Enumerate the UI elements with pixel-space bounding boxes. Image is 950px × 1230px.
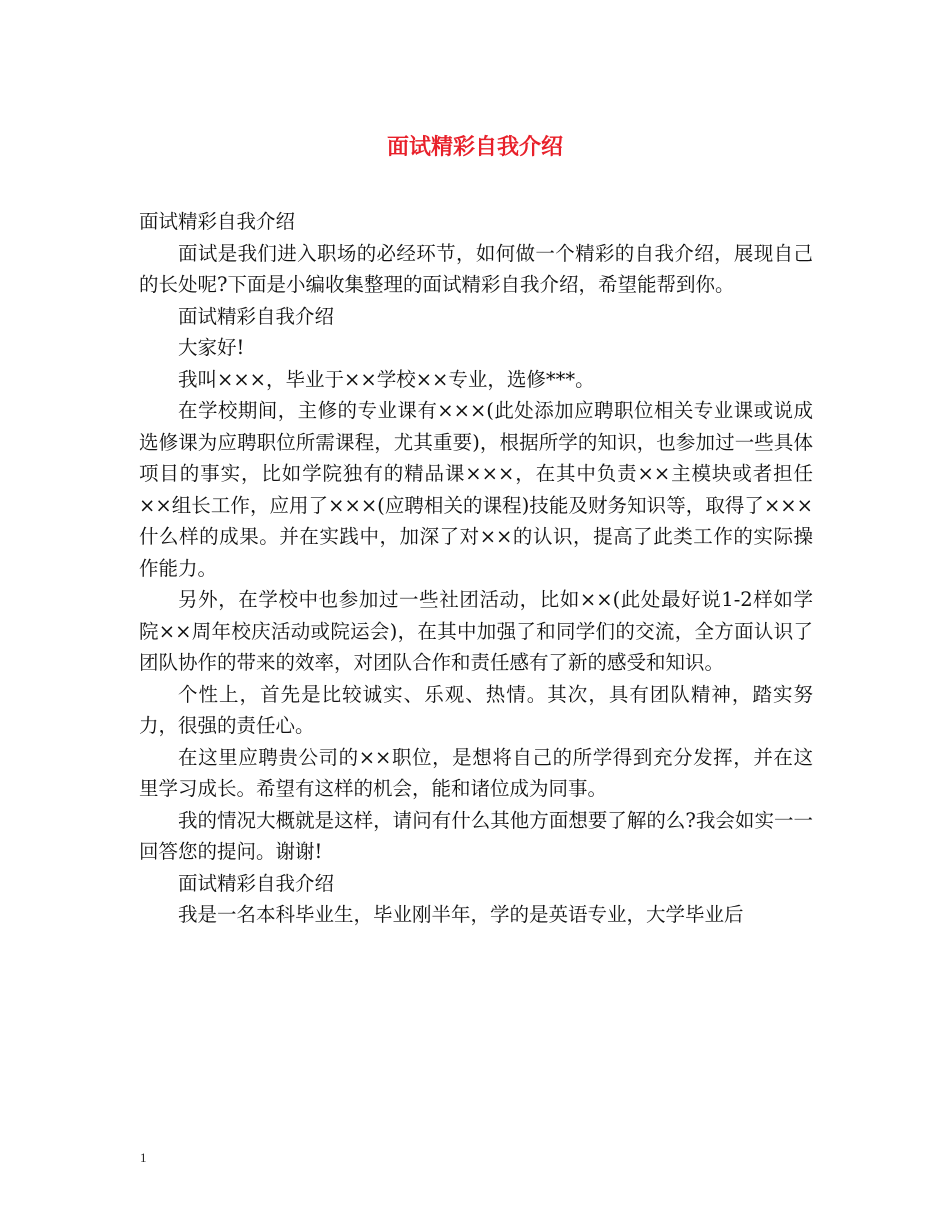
document-body	[139, 206, 813, 931]
paragraph: 面试精彩自我介绍	[178, 871, 335, 895]
page-number: 1	[140, 1150, 147, 1165]
paragraph: 在学校期间，主修的专业课有×××(此处添加应聘职位相关专业课或说成选修课为应聘职位所需课程，尤其重要)，根据所学的知识，也参加过一些具体项目的事实，比如学院独有的精品课×××，在其中负责××主模块或者担任××组长工作，应用了×××(应聘相关的课程)技能及财务知识等，取得了×××什么样的成果。并在实践中，加深了对××的认识，提高了此类工作的实际操作能力。	[139, 399, 813, 580]
paragraph: 个性上，首先是比较诚实、乐观、热情。其次，具有团队精神，踏实努力，很强的责任心。	[139, 682, 813, 737]
paragraph: 我的情况大概就是这样，请问有什么其他方面想要了解的么?我会如实一一回答您的提问。谢谢!	[139, 808, 813, 863]
paragraph: 面试是我们进入职场的必经环节，如何做一个精彩的自我介绍，展现自己的长处呢?下面是小编收集整理的面试精彩自我介绍，希望能帮到你。	[139, 241, 813, 296]
paragraph: 面试精彩自我介绍	[139, 210, 296, 233]
paragraph: 在这里应聘贵公司的××职位，是想将自己的所学得到充分发挥，并在这里学习成长。希望有这样的机会，能和诸位成为同事。	[139, 745, 813, 800]
paragraph: 另外，在学校中也参加过一些社团活动，比如××(此处最好说1-2样如学院××周年校庆活动或院运会)，在其中加强了和同学们的交流，全方面认识了团队协作的带来的效率，对团队合作和责任感有了新的感受和知识。	[139, 588, 813, 674]
paragraph: 大家好!	[178, 336, 245, 359]
paragraph: 我叫×××，毕业于××学校××专业，选修***。	[178, 367, 595, 391]
paragraph: 面试精彩自我介绍	[178, 304, 335, 328]
document-title: 面试精彩自我介绍	[386, 134, 563, 160]
paragraph: 我是一名本科毕业生，毕业刚半年，学的是英语专业，大学毕业后	[178, 903, 744, 926]
